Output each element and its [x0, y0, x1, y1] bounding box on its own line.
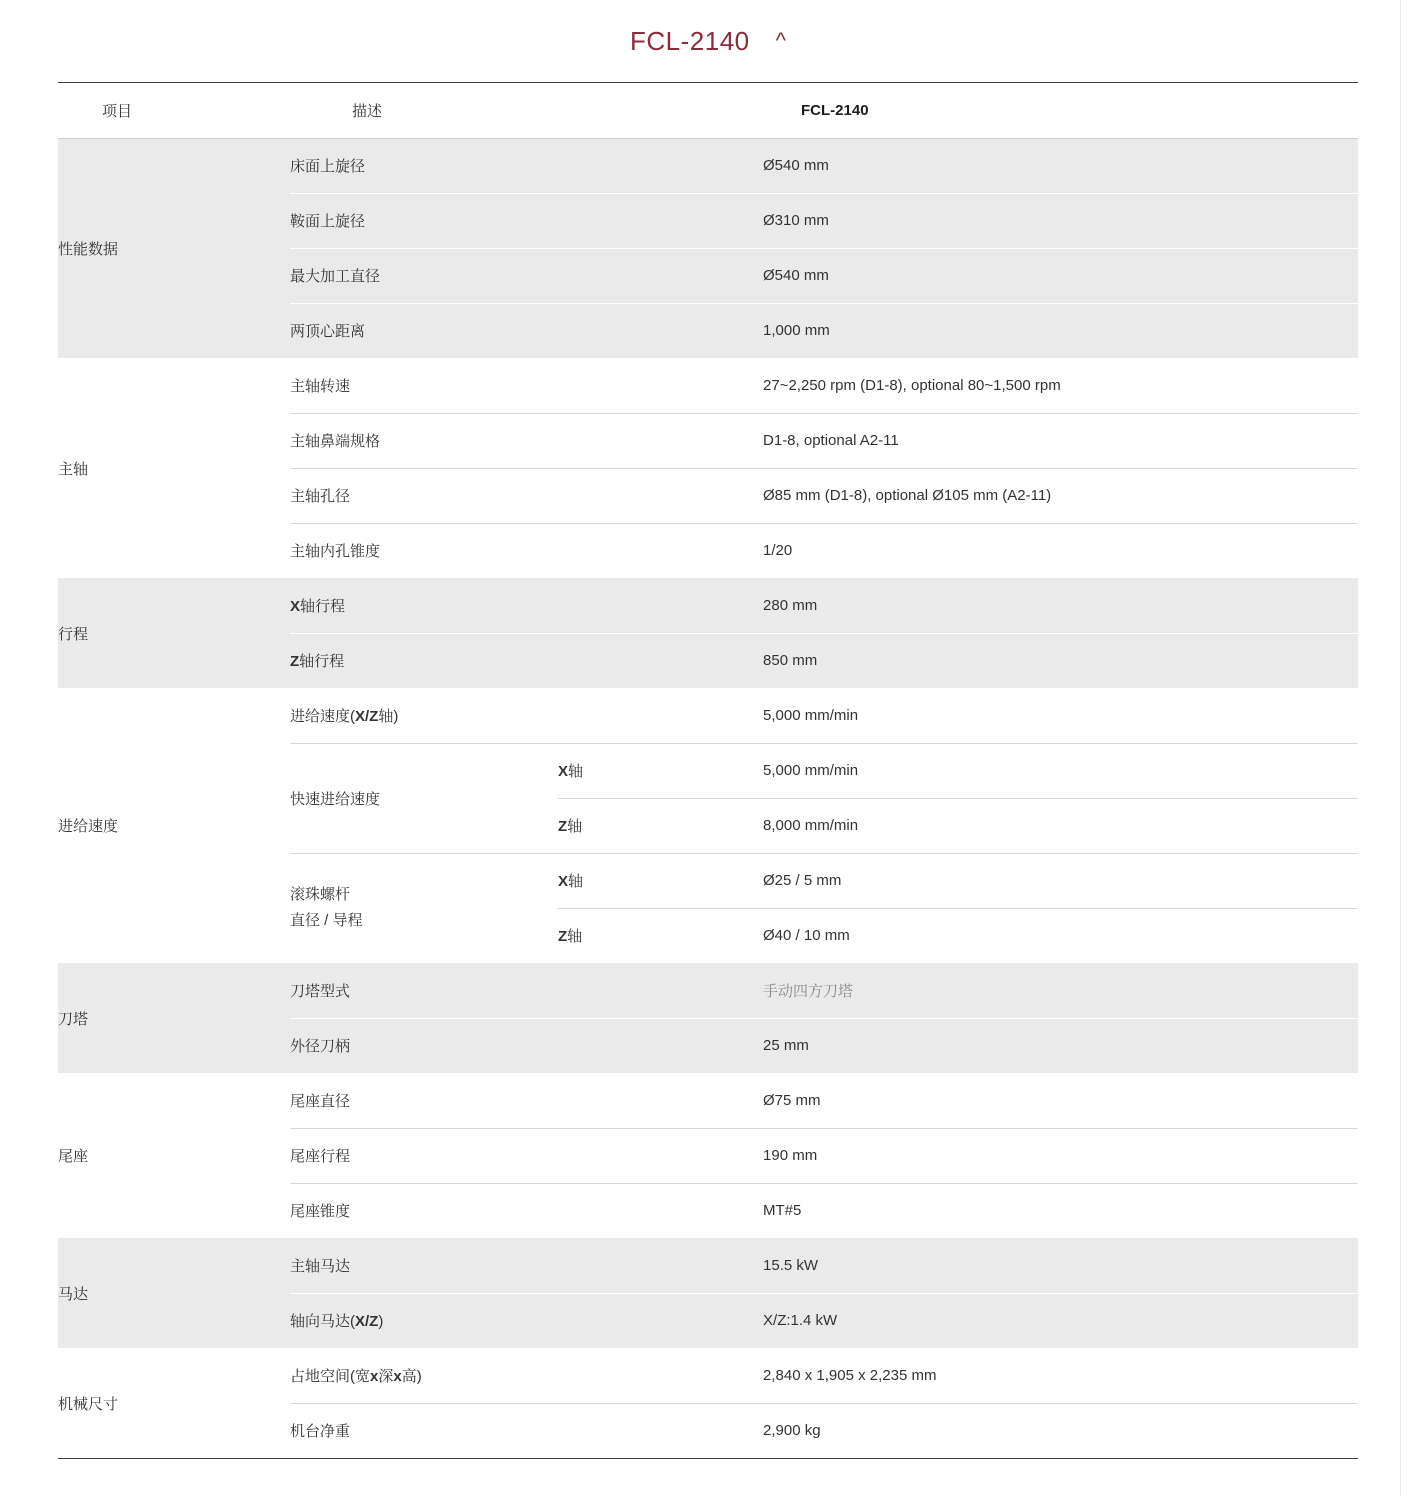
spec-value: 25 mm — [763, 1018, 1358, 1073]
group-label: 进给速度 — [58, 818, 119, 835]
dimension-separator: x — [393, 1367, 402, 1385]
spec-description: 尾座锥度 — [290, 1203, 351, 1221]
spec-value: 8,000 mm/min — [763, 798, 1358, 853]
spec-value: Ø310 mm — [763, 193, 1358, 248]
spec-description: 尾座行程 — [290, 1128, 763, 1183]
spec-value: 1,000 mm — [763, 303, 1358, 358]
spec-description-text: 轴) — [378, 707, 399, 725]
spec-description-text: 轴行程 — [299, 653, 345, 671]
spec-value: Ø40 / 10 mm — [763, 927, 850, 945]
spec-value: 15.5 kW — [763, 1238, 1358, 1293]
spec-description — [290, 1293, 763, 1348]
group-label: 主轴 — [58, 460, 89, 478]
spec-description: 主轴鼻端规格 — [290, 413, 763, 468]
group-label: 刀塔 — [58, 963, 290, 1073]
spec-value: 1/20 — [763, 542, 793, 560]
spec-description: 鞍面上旋径 — [290, 193, 763, 248]
spec-value: 27~2,250 rpm (D1-8), optional 80~1,500 rpm — [763, 358, 1358, 413]
spec-description — [290, 578, 763, 633]
spec-description-text: 高) — [401, 1367, 422, 1385]
page-title: FCL-2140 — [630, 25, 750, 56]
spec-description: 最大加工直径 — [290, 248, 763, 303]
table-header-row — [58, 83, 1358, 138]
group-label: 马达 — [58, 1238, 290, 1348]
axis-letter: X — [290, 597, 301, 615]
spec-value: 190 mm — [763, 1128, 1358, 1183]
spec-description — [290, 1348, 763, 1403]
axis-suffix: 轴 — [568, 873, 584, 890]
spec-value: MT#5 — [763, 1202, 802, 1220]
spec-value: X/Z:1.4 kW — [763, 1293, 1358, 1348]
spec-description: 主轴孔径 — [290, 468, 763, 523]
spec-description: 机台净重 — [290, 1423, 351, 1441]
spec-value: Ø25 / 5 mm — [763, 853, 1358, 908]
axis-letter: Z — [558, 818, 568, 835]
axis-letter: X — [558, 763, 569, 780]
group-label: 行程 — [58, 578, 290, 688]
column-header-description: 描述 — [290, 83, 763, 138]
spec-description-text: 进给速度( — [290, 707, 355, 725]
spec-description: 主轴内孔锥度 — [290, 543, 381, 561]
dimension-separator: x — [370, 1367, 379, 1385]
group-label: 机械尺寸 — [58, 1395, 119, 1413]
spec-value: Ø540 mm — [763, 138, 1358, 193]
spec-description: 主轴转速 — [290, 358, 763, 413]
table-row — [58, 688, 1358, 743]
spec-value: 850 mm — [763, 633, 1358, 688]
spec-description: 两顶心距离 — [290, 303, 763, 358]
spec-value: Ø85 mm (D1-8), optional Ø105 mm (A2-11) — [763, 468, 1358, 523]
spec-table-wrapper — [58, 82, 1358, 1459]
spec-value: 手动四方刀塔 — [763, 963, 1358, 1018]
spec-description: 尾座直径 — [290, 1073, 763, 1128]
column-header-model: FCL-2140 — [763, 83, 1358, 138]
axis-letter: Z — [290, 653, 300, 671]
column-header-item: 项目 — [58, 83, 290, 138]
axis-suffix: 轴 — [568, 763, 584, 780]
spec-description: 床面上旋径 — [290, 138, 763, 193]
axis-label — [558, 908, 763, 963]
axis-letter: X/Z — [355, 707, 379, 725]
spec-description — [290, 688, 763, 743]
axis-label — [558, 798, 763, 853]
spec-description-text: 占地空间(宽 — [290, 1367, 370, 1385]
axis-label — [558, 853, 763, 908]
axis-suffix: 轴 — [567, 818, 583, 835]
spec-value: 2,900 kg — [763, 1422, 821, 1440]
section-header[interactable] — [0, 0, 1416, 82]
table-row — [58, 963, 1358, 1018]
spec-value: 5,000 mm/min — [763, 743, 1358, 798]
spec-description-line1: 滚珠螺杆 — [290, 886, 351, 903]
spec-description — [290, 633, 763, 688]
spec-description-text: ) — [378, 1313, 384, 1331]
spec-description: 主轴马达 — [290, 1238, 763, 1293]
spec-value: 5,000 mm/min — [763, 688, 1358, 743]
spec-description: 刀塔型式 — [290, 963, 763, 1018]
axis-label — [558, 743, 763, 798]
spec-description: 外径刀柄 — [290, 1018, 763, 1073]
table-row — [58, 1238, 1358, 1293]
chevron-up-icon[interactable]: ^ — [775, 28, 786, 53]
table-row — [58, 138, 1358, 193]
axis-suffix: 轴 — [567, 928, 583, 946]
spec-value: D1-8, optional A2-11 — [763, 413, 1358, 468]
spec-value: Ø540 mm — [763, 248, 1358, 303]
axis-letter: X/Z — [355, 1313, 379, 1331]
spec-description-line2: 直径 / 导程 — [290, 912, 363, 930]
group-label: 性能数据 — [58, 138, 290, 358]
group-label: 尾座 — [58, 1148, 89, 1165]
spec-description: 快速进给速度 — [290, 743, 558, 853]
table-row — [58, 358, 1358, 413]
page-scrollbar[interactable] — [1400, 0, 1416, 1496]
spec-value: 2,840 x 1,905 x 2,235 mm — [763, 1348, 1358, 1403]
axis-letter: Z — [558, 928, 568, 946]
table-row — [58, 1348, 1358, 1403]
spec-description — [290, 853, 558, 963]
spec-description-text: 轴行程 — [300, 597, 346, 615]
spec-value: 280 mm — [763, 578, 1358, 633]
table-row — [58, 578, 1358, 633]
spec-description-text: 深 — [378, 1367, 394, 1385]
axis-letter: X — [558, 873, 569, 890]
spec-value: Ø75 mm — [763, 1073, 1358, 1128]
spec-table — [58, 83, 1358, 1458]
table-row — [58, 1073, 1358, 1128]
spec-description-text: 轴向马达( — [290, 1313, 355, 1331]
